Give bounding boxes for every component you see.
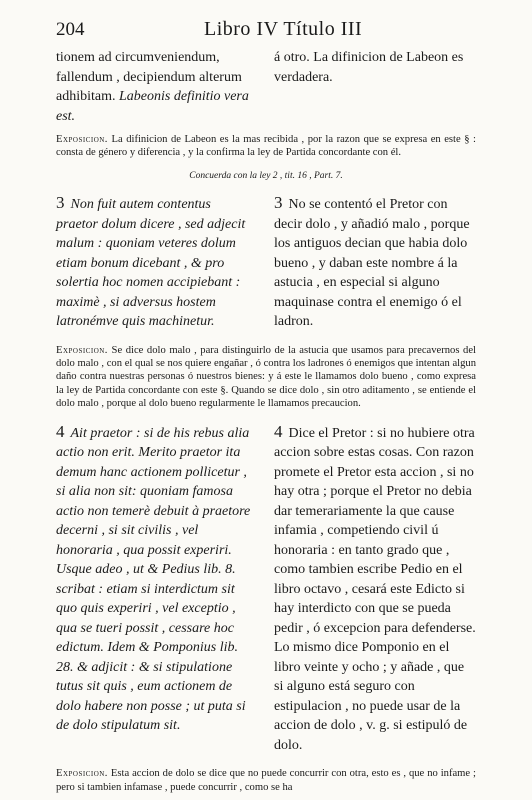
exposicion-label: Exposicion. [56,344,108,356]
latin-text: tionem ad circumveniendum, fallendum , decipiendum alterum adhibitam. [56,50,242,104]
exposicion-1 [56,133,476,159]
exposicion-label: Exposicion. [56,134,108,145]
exposicion-label: Exposicion. [56,768,108,780]
spanish-column [274,422,476,756]
page-number: 204 [56,19,85,40]
latin-text: Non fuit autem contentus praetor dolum dicere , sed adjecit malum : quoniam veteres dolum etiam bonum dicebant , & pro solertia hoc nomen accipiebant : maximè , si adversus hostem latronémve quis machinetur. [56,197,246,330]
section-4 [56,422,476,756]
latin-column [56,193,256,332]
section-number: 3 [274,193,283,213]
latin-column [56,48,256,126]
latin-column [56,422,256,756]
spanish-column [274,48,476,126]
exposicion-3 [56,767,476,793]
exposicion-text: Esta accion de dolo se dice que no puede concurrir con otra, esto es , que no infame ; pero si tambien infamase , puede concurrir , como se ha [56,768,476,793]
running-header [56,18,476,48]
running-title: Libro IV Título III [204,18,363,40]
section-3 [56,193,476,332]
section-number: 3 [56,193,65,213]
latin-italic: Labeonis definitio vera est. [56,89,249,124]
latin-text: Ait praetor : si de his rebus alia actio non erit. Merito praetor ita demum hanc actionem pollicetur , si alia non sit: quoniam famosa actio non temerè debuit à praetore decerni , si sit civilis , vel honoraria , qua possit experiri. Usque adeo , ut & Pedius lib. 8. scribat : etiam si interdictum sit quo quis experiri , vel exceptio , qua se tueri possit , cessare hoc edictum. Idem & Pomponius lib. 28. & adjicit : & si stipulatione tutus sit quis , eum actionem de dolo habere non posse ; ut puta si de dolo stipulatum sit. [56,425,251,734]
spanish-text: á otro. La difinicion de Labeon es verdadera. [274,50,464,85]
exposicion-text: La difinicion de Labeon es la mas recibida , por la razon que se expresa en este § : consta de género y diferencia , y la confirma la ley de Partida concordante con él. [56,134,476,159]
exposicion-2 [56,344,476,410]
exposicion-text: Se dice dolo malo , para distinguirlo de la astucia que usamos para precavernos del dolo malo , con el qual se nos quiere engañar , ó contra los ladrones ó enemigos que intentan algun daño contra nuestras personas ó nuestros bienes: y á este le llamamos dolo bueno , como expresa la ley de Partida concordante con este §. Quando se dice dolo , sin otro aditamento , se entiende el dolo malo , porque al dolo bueno regularmente le llamamos precaucion. [56,344,476,409]
spanish-text: Dice el Pretor : si no hubiere otra accion sobre estas cosas. Con razon promete el Pretor esta accion , si no hay otra ; porque el Pretor no debia dar temerariamente la que cause infamia , competiendo civil ú honoraria : en tanto grado que , como tambien escribe Pedio en el libro octavo , cesará este Edicto si hay interdicto con que se pueda pedir , ó excepcion para defenderse. Lo mismo dice Pomponio en el libro veinte y ocho ; y añade , que si alguno está seguro con estipulacion , no puede usar de la accion de dolo , v. g. si estipuló de dolo. [274,425,476,753]
section-number: 4 [56,421,65,441]
block1 [56,48,476,126]
spanish-column [274,193,476,332]
section-number: 4 [274,421,283,441]
spanish-text: No se contentó el Pretor con decir dolo , y añadió malo , porque los antiguos decian que habia dolo bueno , y daban este nombre á la astucia , en especial si alguno maquinase contra el enemigo ó el ladron. [274,197,470,330]
concordance-note: Concuerda con la ley 2 , tit. 16 , Part. 7. [189,171,343,182]
